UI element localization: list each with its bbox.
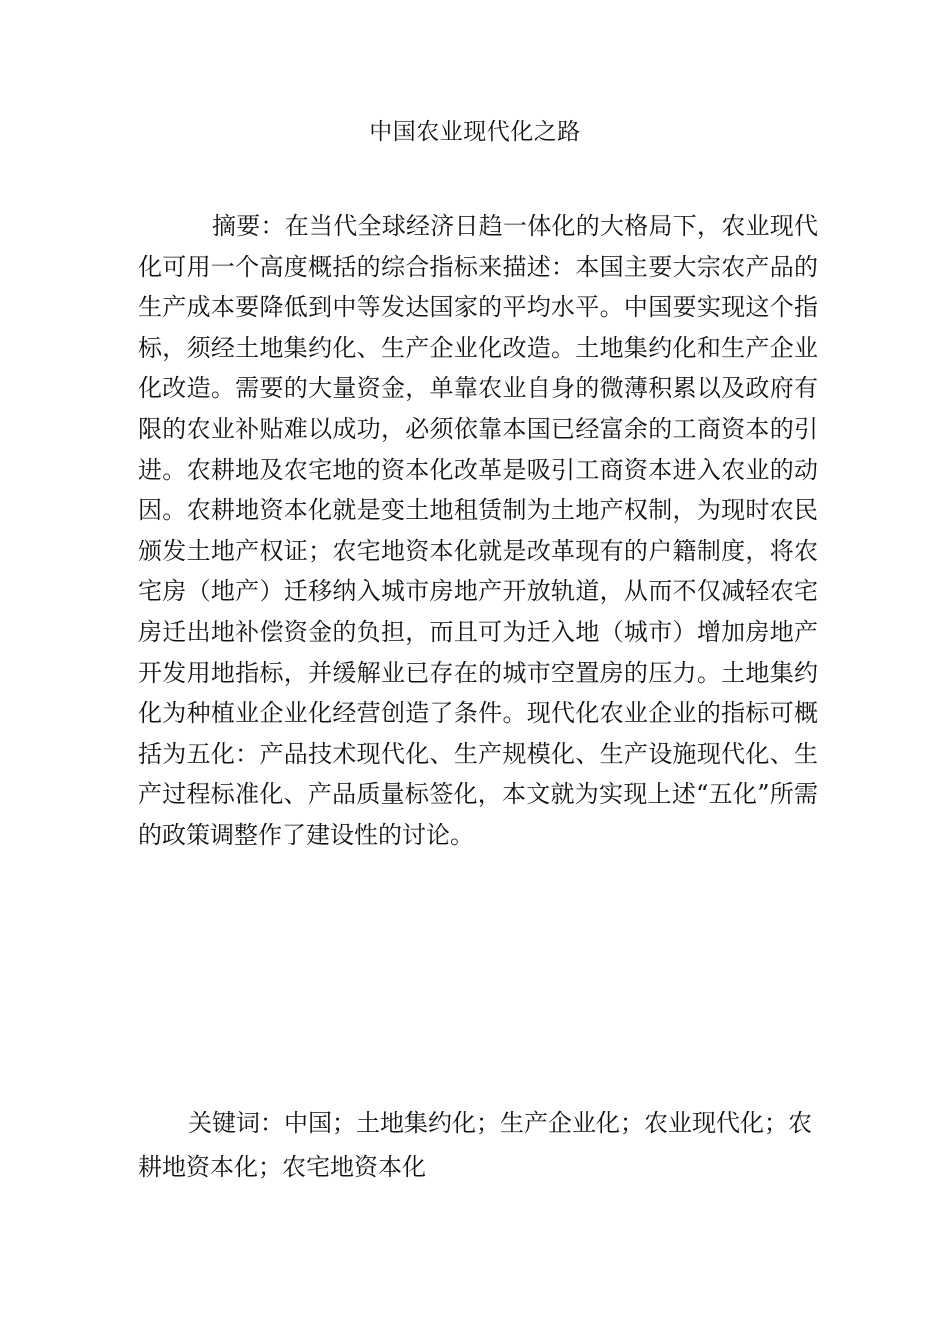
keywords-paragraph: 关键词：中国；土地集约化；生产企业化；农业现代化；农耕地资本化；农宅地资本化 — [138, 1109, 812, 1181]
document-title: 中国农业现代化之路 — [369, 119, 581, 145]
abstract-paragraph: 摘要：在当代全球经济日趋一体化的大格局下，农业现代化可用一个高度概括的综合指标来描述：本国主要大宗农产品的生产成本要降低到中等发达国家的平均水平。中国要实现这个指标，须经土地集约化、生产企业化改造。土地集约化和生产企业化改造。需要的大量资金，单靠农业自身的微薄积累以及政府有限的农业补贴难以成功，必须依靠本国已经富余的工商资本的引进。农耕地及农宅地的资本化改革是吸引工商资本进入农业的动因。农耕地资本化就是变土地租赁制为土地产权制，为现时农民颁发土地产权证；农宅地资本化就是改革现有的户籍制度，将农宅房（地产）迁移纳入城市房地产开放轨道，从而不仅减轻农宅房迁出地补偿资金的负担，而且可为迁入地（城市）增加房地产开发用地指标，并缓解业已存在的城市空置房的压力。土地集约化为种植业企业化经营创造了条件。现代化农业企业的指标可概括为五化：产品技术现代化、生产规模化、生产设施现代化、生产过程标准化、产品质量标签化，本文就为实现上述“五化”所需的政策调整作了建设性的讨论。 — [138, 212, 818, 849]
